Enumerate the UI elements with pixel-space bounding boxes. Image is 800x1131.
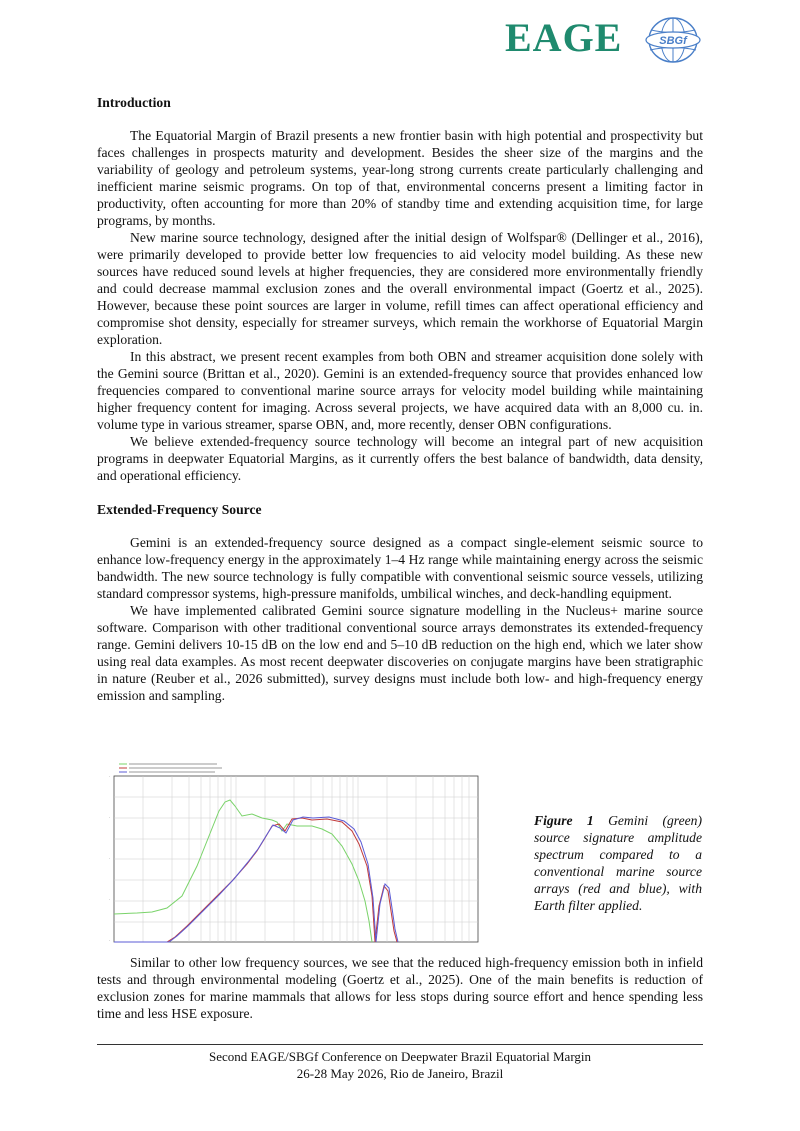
footer-line-2: 26-28 May 2026, Rio de Janeiro, Brazil [296, 1066, 504, 1081]
page-header [0, 0, 800, 80]
svg-text:·: · [109, 815, 111, 820]
svg-text:·: · [109, 897, 111, 902]
svg-text:·: · [109, 774, 111, 779]
footer-line-1: Second EAGE/SBGf Conference on Deepwater Brazil Equatorial Margin [208, 1049, 592, 1064]
figure-caption-label: Figure 1 [534, 813, 594, 828]
after-figure-text [97, 954, 703, 1022]
intro-paragraph-3: In this abstract, we present recent examples from both OBN and streamer acquisition done solely with the Gemini source (Brittan et al., 2020). Gemini is an extended-frequency source that provides enhanced low frequencies compared to conventional marine source arrays for velocity model building while maintaining higher frequency content for imaging. Across several projects, we have acquired data with an 8,000 cu. in. volume type in various streamer, sparse OBN, and, more recently, denser OBN configurations. [97, 349, 703, 432]
intro-paragraph-1: The Equatorial Margin of Brazil presents a new frontier basin with high potential and prospectivity but faces challenges in prospects maturity and development. Besides the sheer size of the margins and the variability of geology and petroleum systems, year-long strong currents create particularly challenging and inefficient marine seismic programs. On top of that, environmental concerns present a limiting factor in productivity, often accounting for more than 20% of standby time and extending acquisition time, for large programs, by months. [97, 128, 703, 228]
svg-text:·: · [109, 856, 111, 861]
main-text [97, 94, 703, 704]
intro-paragraph-4: We believe extended-frequency source technology will become an integral part of new acquisition programs in deepwater Equatorial Margins, as it currently offers the best balance of bandwidth, data density, and operational efficiency. [97, 434, 703, 483]
svg-text:SBGf: SBGf [659, 35, 687, 47]
amplitude-spectrum-plot [97, 756, 489, 950]
svg-text:·: · [109, 938, 111, 943]
intro-paragraph-2: New marine source technology, designed after the initial design of Wolfspar® (Dellinger et al., 2016), were primarily developed to provide better low frequencies to aid velocity model building. As these new sources have reduced sound levels at higher frequencies, they are considered more environmentally friendly and could decrease mammal exclusion zones and the overall environmental impact (Goertz et al., 2025). However, because these point sources are larger in volume, refill times can affect operational efficiency and compromise shot density, especially for streamer surveys, which remain the workhorse of Equatorial Margin exploration. [97, 230, 703, 347]
footer-divider [97, 1044, 703, 1045]
figure-caption [534, 812, 702, 914]
figure-caption-text: Gemini (green) source signature amplitude spectrum compared to a conventional marine source arrays (red and blue), with Earth filter applied. [534, 813, 702, 913]
sbgf-globe-logo [642, 15, 704, 65]
page-footer [97, 1048, 703, 1082]
efs-paragraph-1: Gemini is an extended-frequency source designed as a compact single-element seismic source to enhance low-frequency energy in the approximately 1–4 Hz range while maintaining energy across the seismic bandwidth. The new source technology is fully compatible with conventional seismic source vessels, utilizing standard compressor systems, high-pressure manifolds, umbilical winches, and deck-handling equipment. [97, 535, 703, 601]
figure-1 [97, 756, 702, 950]
intro-heading: Introduction [97, 95, 171, 110]
efs-paragraph-2: We have implemented calibrated Gemini source signature modelling in the Nucleus+ marine source software. Comparison with other traditional conventional source arrays demonstrates its extended-frequency range. Gemini delivers 10-15 dB on the low end and 5–10 dB reduction on the high end, which we later show using real data examples. As most recent deepwater discoveries on conjugate margins have been stratigraphic in nature (Reuber et al., 2026 submitted), survey designs must include both low- and high-frequency energy emission and sampling. [97, 603, 703, 703]
after-paragraph-1: Similar to other low frequency sources, we see that the reduced high-frequency emission both in infield tests and through environmental modeling (Goertz et al., 2025). One of the main benefits is reduction of exclusion zones for marine mammals that allows for less stops during source effort and hence spending less time and less HSE exposure. [97, 955, 703, 1021]
eage-logo: EAGE [505, 15, 623, 60]
efs-heading: Extended-Frequency Source [97, 502, 262, 517]
